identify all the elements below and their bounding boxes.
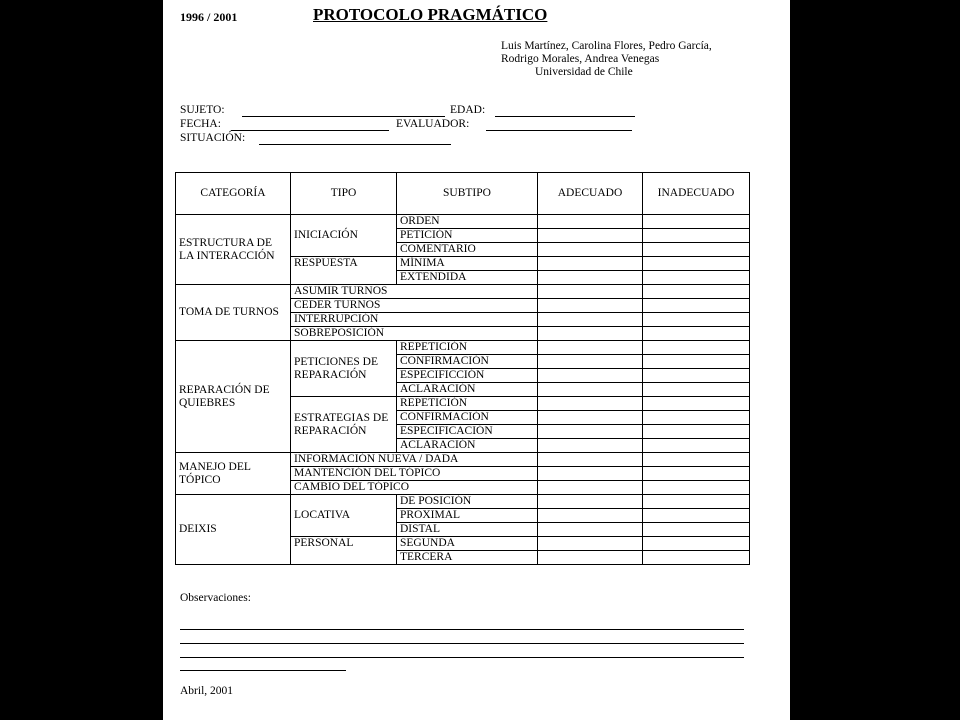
header-adecuado: ADECUADO [538, 173, 643, 215]
cell-adecuado[interactable] [538, 369, 643, 383]
observaciones-line[interactable] [180, 657, 744, 658]
cell-inadecuado[interactable] [643, 285, 750, 299]
sujeto-label: SUJETO: [180, 104, 225, 116]
cell-inadecuado[interactable] [643, 495, 750, 509]
cell-adecuado[interactable] [538, 243, 643, 257]
year-range: 1996 / 2001 [180, 10, 238, 24]
table-row [176, 453, 750, 467]
authors-line-1: Luis Martínez, Carolina Flores, Pedro García, [501, 40, 712, 52]
cell-adecuado[interactable] [538, 425, 643, 439]
subtipo-segunda: SEGUNDA [397, 537, 538, 551]
category-toma-de-turnos: TOMA DE TURNOS [176, 285, 291, 341]
category-estructura: ESTRUCTURA DE LA INTERACCIÓN [176, 215, 291, 285]
cell-inadecuado[interactable] [643, 481, 750, 495]
subtipo-proximal: PROXIMAL [397, 509, 538, 523]
cell-inadecuado[interactable] [643, 467, 750, 481]
cell-adecuado[interactable] [538, 285, 643, 299]
subtipo-extendida: EXTENDIDA [397, 271, 538, 285]
cell-adecuado[interactable] [538, 509, 643, 523]
tipo-interrupcion: INTERRUPCIÓN [291, 313, 538, 327]
observaciones-line[interactable] [180, 670, 346, 671]
tipo-cambio: CAMBIO DEL TÓPICO [291, 481, 538, 495]
cell-inadecuado[interactable] [643, 299, 750, 313]
tipo-ceder-turnos: CEDER TURNOS [291, 299, 538, 313]
cell-inadecuado[interactable] [643, 425, 750, 439]
cell-inadecuado[interactable] [643, 257, 750, 271]
category-deixis: DEIXIS [176, 495, 291, 565]
subtipo-peticion: PETICIÓN [397, 229, 538, 243]
cell-adecuado[interactable] [538, 495, 643, 509]
observaciones-line[interactable] [180, 629, 744, 630]
subtipo-distal: DISTAL [397, 523, 538, 537]
cell-adecuado[interactable] [538, 313, 643, 327]
tipo-sobreposicion: SOBREPOSICIÓN [291, 327, 538, 341]
edad-label: EDAD: [450, 104, 486, 116]
subtipo-repeticion: REPETICIÓN [397, 341, 538, 355]
table-row [176, 215, 750, 229]
table-header-row [176, 173, 750, 215]
evaluador-label: EVALUADOR: [396, 118, 470, 130]
subtipo-comentario: COMENTARIO [397, 243, 538, 257]
table-row [176, 285, 750, 299]
tipo-personal: PERSONAL [291, 537, 397, 565]
cell-adecuado[interactable] [538, 299, 643, 313]
cell-inadecuado[interactable] [643, 551, 750, 565]
tipo-locativa: LOCATIVA [291, 495, 397, 537]
cell-inadecuado[interactable] [643, 523, 750, 537]
tipo-informacion: INFORMACIÓN NUEVA / DADA [291, 453, 538, 467]
authors-line-2: Rodrigo Morales, Andrea Venegas [501, 53, 660, 65]
fecha-label: FECHA: [180, 118, 221, 130]
fecha-field[interactable] [231, 130, 389, 131]
sujeto-field[interactable] [242, 116, 445, 117]
subtipo-confirmacion: CONFIRMACIÓN [397, 355, 538, 369]
cell-inadecuado[interactable] [643, 397, 750, 411]
cell-adecuado[interactable] [538, 327, 643, 341]
institution: Universidad de Chile [535, 66, 633, 78]
subtipo-minima: MÍNIMA [397, 257, 538, 271]
category-reparacion: REPARACIÓN DE QUIEBRES [176, 341, 291, 453]
cell-inadecuado[interactable] [643, 453, 750, 467]
cell-inadecuado[interactable] [643, 271, 750, 285]
tipo-estrategias-reparacion: ESTRATEGIAS DE REPARACIÓN [291, 397, 397, 453]
table-row [176, 495, 750, 509]
situacion-field[interactable] [259, 144, 451, 145]
observaciones-line[interactable] [180, 643, 744, 644]
subtipo-tercera: TERCERA [397, 551, 538, 565]
cell-adecuado[interactable] [538, 215, 643, 229]
subtipo-aclaracion: ACLARACIÓN [397, 383, 538, 397]
cell-inadecuado[interactable] [643, 411, 750, 425]
document-page [163, 0, 790, 720]
cell-adecuado[interactable] [538, 383, 643, 397]
subtipo-orden: ORDEN [397, 215, 538, 229]
subtipo-confirmacion: CONFIRMACIÓN [397, 411, 538, 425]
cell-adecuado[interactable] [538, 467, 643, 481]
subtipo-aclaracion: ACLARACIÓN [397, 439, 538, 453]
cell-inadecuado[interactable] [643, 509, 750, 523]
document-date: Abril, 2001 [180, 685, 234, 697]
header-categoria: CATEGORÍA [176, 173, 291, 215]
tipo-peticiones-reparacion: PETICIONES DE REPARACIÓN [291, 341, 397, 397]
cell-inadecuado[interactable] [643, 439, 750, 453]
category-manejo-topico: MANEJO DEL TÓPICO [176, 453, 291, 495]
header-subtipo: SUBTIPO [397, 173, 538, 215]
subtipo-repeticion: REPETICIÓN [397, 397, 538, 411]
cell-adecuado[interactable] [538, 229, 643, 243]
cell-inadecuado[interactable] [643, 341, 750, 355]
edad-field[interactable] [495, 116, 635, 117]
evaluador-field[interactable] [486, 130, 632, 131]
tipo-asumir-turnos: ASUMIR TURNOS [291, 285, 538, 299]
cell-inadecuado[interactable] [643, 243, 750, 257]
situacion-label: SITUACIÓN: [180, 132, 246, 144]
cell-adecuado[interactable] [538, 257, 643, 271]
cell-adecuado[interactable] [538, 523, 643, 537]
tipo-mantencion: MANTENCIÓN DEL TÓPICO [291, 467, 538, 481]
cell-adecuado[interactable] [538, 481, 643, 495]
cell-adecuado[interactable] [538, 271, 643, 285]
cell-inadecuado[interactable] [643, 383, 750, 397]
header-inadecuado: INADECUADO [643, 173, 750, 215]
protocol-table [175, 172, 750, 565]
subtipo-de-posicion: DE POSICIÓN [397, 495, 538, 509]
cell-adecuado[interactable] [538, 453, 643, 467]
cell-inadecuado[interactable] [643, 537, 750, 551]
cell-inadecuado[interactable] [643, 215, 750, 229]
cell-inadecuado[interactable] [643, 369, 750, 383]
tipo-respuesta: RESPUESTA [291, 257, 397, 285]
cell-adecuado[interactable] [538, 439, 643, 453]
cell-inadecuado[interactable] [643, 313, 750, 327]
cell-adecuado[interactable] [538, 411, 643, 425]
cell-inadecuado[interactable] [643, 229, 750, 243]
cell-inadecuado[interactable] [643, 355, 750, 369]
cell-adecuado[interactable] [538, 341, 643, 355]
cell-adecuado[interactable] [538, 537, 643, 551]
header-tipo: TIPO [291, 173, 397, 215]
tipo-iniciacion: INICIACIÓN [291, 215, 397, 257]
cell-inadecuado[interactable] [643, 327, 750, 341]
table-row [176, 341, 750, 355]
observaciones-label: Observaciones: [180, 592, 251, 604]
subtipo-especificacion: ESPECIFICACIÓN [397, 425, 538, 439]
subtipo-especificacion: ESPECIFICCIÓN [397, 369, 538, 383]
document-title: PROTOCOLO PRAGMÁTICO [313, 5, 548, 24]
cell-adecuado[interactable] [538, 397, 643, 411]
cell-adecuado[interactable] [538, 551, 643, 565]
cell-adecuado[interactable] [538, 355, 643, 369]
